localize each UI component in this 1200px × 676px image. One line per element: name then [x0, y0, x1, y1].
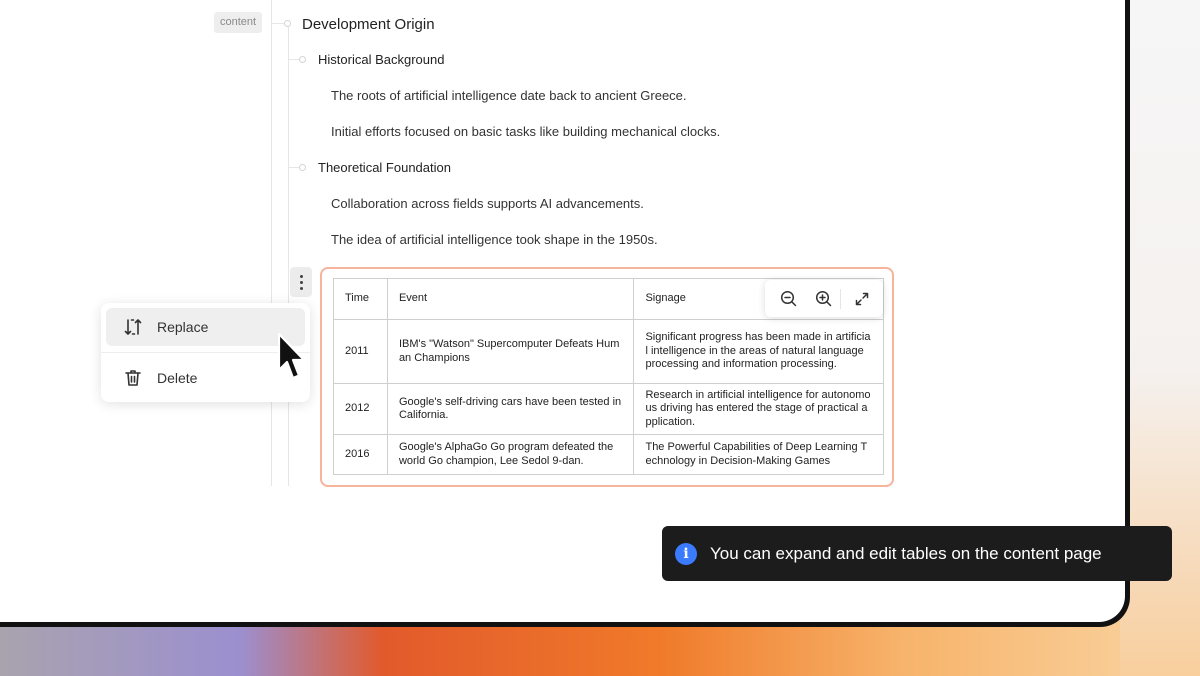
- table-cell[interactable]: Google's self-driving cars have been tested in California.: [387, 384, 634, 435]
- delete-label: Delete: [157, 370, 198, 386]
- outline-item[interactable]: The roots of artificial intelligence date back to ancient Greece.: [331, 88, 687, 103]
- tree-line-inner: [288, 27, 289, 486]
- table-header-cell[interactable]: Signage: [634, 279, 884, 320]
- zoom-in-icon: [815, 290, 832, 307]
- section-heading[interactable]: Historical Background: [318, 52, 445, 67]
- tree-node-dot: [284, 20, 291, 27]
- zoom-out-icon: [780, 290, 797, 307]
- toast-message: You can expand and edit tables on the content page: [710, 543, 1102, 563]
- tree-node-dot: [299, 56, 306, 63]
- zoom-in-button[interactable]: [810, 286, 836, 312]
- table-header-cell[interactable]: Time: [334, 279, 388, 320]
- outline-item[interactable]: Initial efforts focused on basic tasks like building mechanical clocks.: [331, 124, 721, 139]
- table-card[interactable]: [320, 267, 894, 487]
- zoom-out-button[interactable]: [775, 286, 801, 312]
- table-cell[interactable]: IBM's "Watson" Supercomputer Defeats Human Champions: [387, 320, 634, 384]
- content-tag: content: [214, 12, 262, 33]
- table-cell[interactable]: 2012: [334, 384, 388, 435]
- table-cell[interactable]: 2011: [334, 320, 388, 384]
- info-toast: [662, 526, 1172, 581]
- tree-node-dot: [299, 164, 306, 171]
- tree-connector: [271, 23, 284, 24]
- outline-title[interactable]: Development Origin: [302, 16, 435, 33]
- replace-label: Replace: [157, 319, 209, 335]
- table-cell[interactable]: 2016: [334, 435, 388, 475]
- tree-line-outer: [271, 0, 272, 486]
- table-row: [334, 384, 884, 435]
- expand-icon: [854, 291, 870, 307]
- table-header-cell[interactable]: Event: [387, 279, 634, 320]
- mouse-cursor-icon: [276, 332, 308, 384]
- table-cell[interactable]: The Powerful Capabilities of Deep Learning Technology in Decision-Making Games: [634, 435, 884, 475]
- expand-button[interactable]: [849, 286, 875, 312]
- info-icon: i: [675, 543, 697, 565]
- outline-item[interactable]: The idea of artificial intelligence took shape in the 1950s.: [331, 232, 658, 247]
- more-vertical-icon: [300, 275, 303, 278]
- table-cell[interactable]: Research in artificial intelligence for autonomous driving has entered the stage of practical application.: [634, 384, 884, 435]
- table-row: [334, 320, 884, 384]
- replace-icon: [123, 317, 143, 337]
- table-cell[interactable]: Significant progress has been made in artificial intelligence in the areas of natural language processing and information processing.: [634, 320, 884, 384]
- trash-icon: [123, 368, 143, 388]
- table-cell[interactable]: Google's AlphaGo Go program defeated the world Go champion, Lee Sedol 9-dan.: [387, 435, 634, 475]
- toolbar-divider: [840, 289, 841, 309]
- drag-handle[interactable]: [290, 267, 312, 297]
- more-vertical-icon-dot: [300, 287, 303, 290]
- more-vertical-icon-dot: [300, 281, 303, 284]
- table-toolbar: [765, 280, 883, 317]
- section-heading[interactable]: Theoretical Foundation: [318, 160, 451, 175]
- outline-item[interactable]: Collaboration across fields supports AI advancements.: [331, 196, 644, 211]
- table-row: [334, 435, 884, 475]
